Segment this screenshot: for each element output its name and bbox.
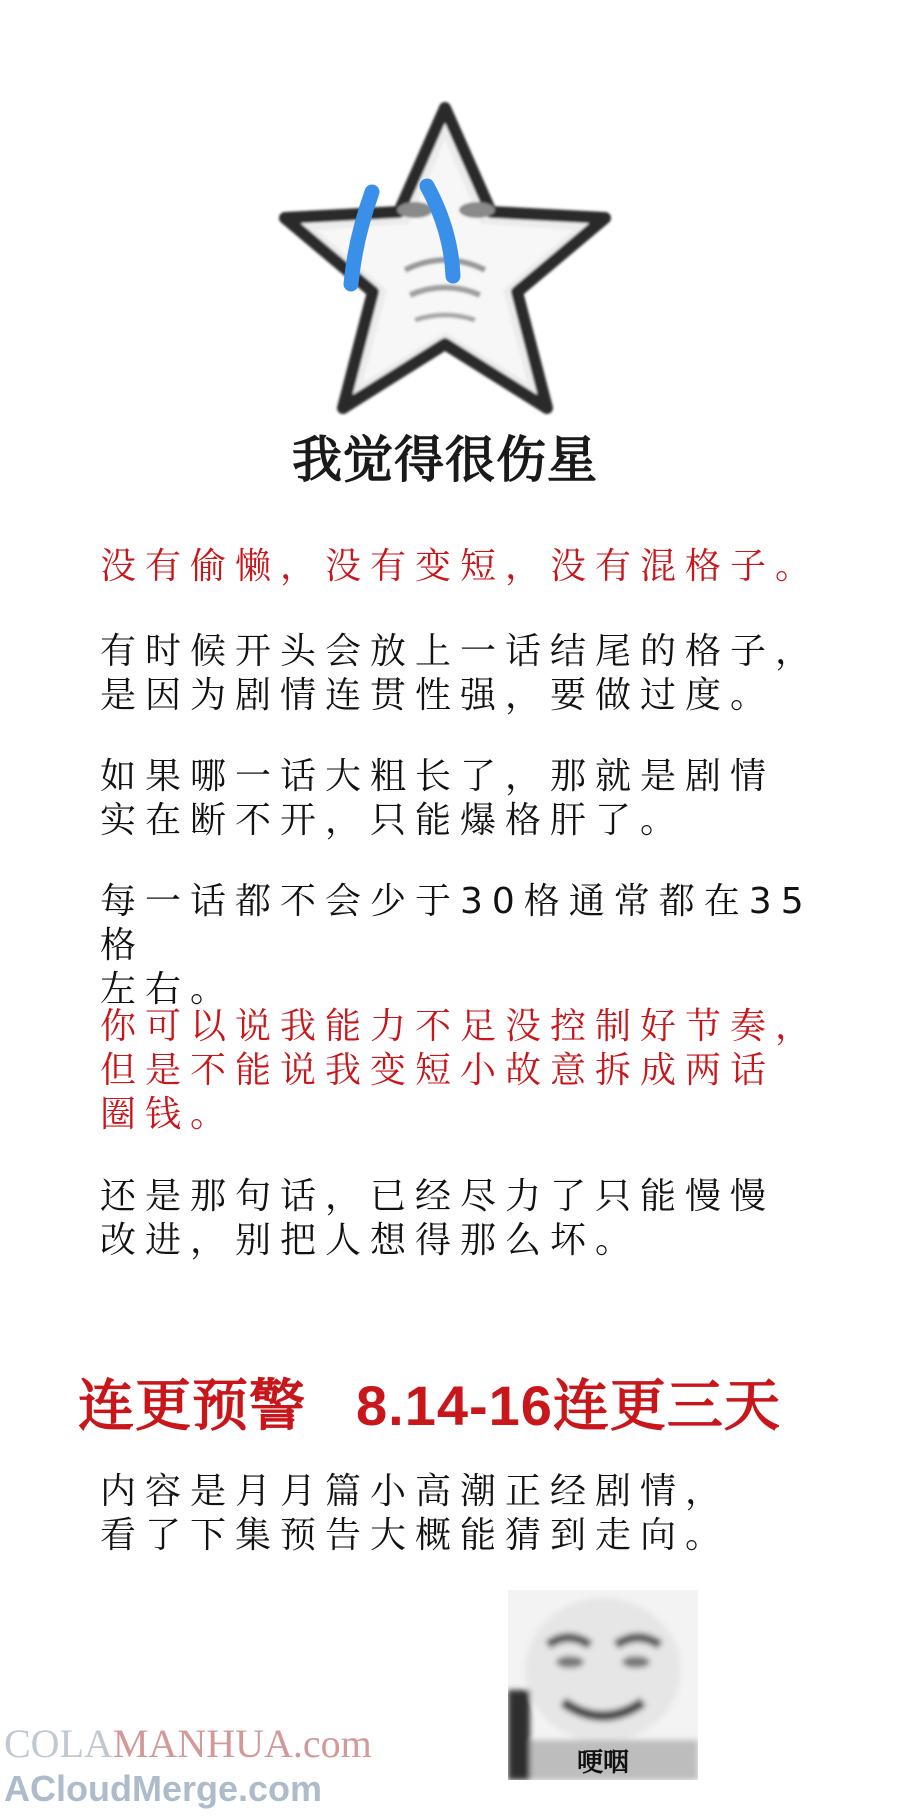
note-paragraph: 每一话都不会少于30格通常都在35格 左右。	[100, 881, 813, 1010]
note-paragraph: 没有偷懒，没有变短，没有混格子。	[100, 546, 821, 587]
watermark-acloudmerge: ACloudMerge.com	[4, 1768, 323, 1809]
banner-dates: 8.14-16连更三天	[356, 1374, 781, 1437]
watermark-text: .com	[292, 1721, 372, 1766]
update-warning-banner	[78, 1362, 878, 1442]
crying-star-face-icon	[255, 100, 635, 420]
note-paragraph: 你可以说我能力不足没控制好节奏， 但是不能说我变短小故意拆成两话 圈钱。	[100, 1006, 821, 1135]
watermark-text: MANHUA	[112, 1721, 293, 1766]
crying-face-meme	[508, 1590, 698, 1780]
watermark-colamanhua	[4, 1720, 372, 1767]
meme-bottom-caption: 哽咽	[576, 1748, 629, 1778]
footer-note: 内容是月月篇小高潮正经剧情， 看了下集预告大概能猜到走向。	[100, 1471, 731, 1556]
banner-title: 连更预警	[78, 1374, 306, 1437]
note-paragraph: 有时候开头会放上一话结尾的格子， 是因为剧情连贯性强，要做过度。	[100, 631, 821, 716]
note-paragraph: 还是那句话，已经尽力了只能慢慢 改进，别把人想得那么坏。	[100, 1176, 776, 1261]
note-paragraph: 如果哪一话大粗长了，那就是剧情 实在断不开，只能爆格肝了。	[100, 756, 776, 841]
meme-caption: 我觉得很伤星	[292, 431, 598, 489]
watermark-text: COLA	[4, 1721, 113, 1766]
